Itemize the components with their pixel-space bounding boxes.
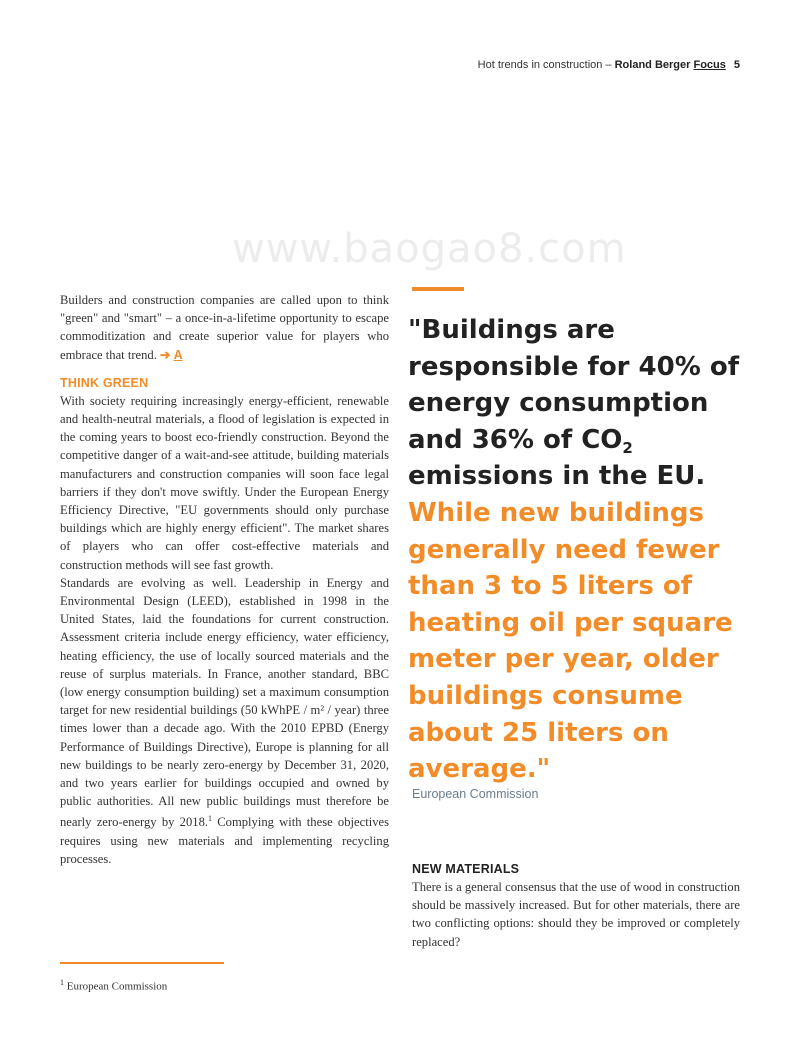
footnote-reference[interactable]: 1 <box>208 814 213 824</box>
intro-text: Builders and construction companies are called upon to think "green" and "smart" – a once-in-a-lifetime opportunity to escape commoditization and create superior value for players who embrace that trend. <box>60 293 389 362</box>
page-header <box>478 59 740 71</box>
right-column <box>412 860 740 951</box>
footnote <box>60 978 167 993</box>
exhibit-link-label: A <box>173 347 183 362</box>
footnote-text: European Commission <box>64 980 168 993</box>
left-column <box>60 291 389 868</box>
page-number: 5 <box>733 59 740 71</box>
header-brand: Roland Berger <box>614 59 694 71</box>
quote-source: European Commission <box>412 787 539 801</box>
watermark: www.baogao8.com <box>232 226 627 272</box>
think-green-paragraph-2 <box>60 574 389 868</box>
paragraph-2-text-a: Standards are evolving as well. Leadership in Energy and Environmental Design (LEED), established in 1998 in the United States, laid the foundations for current construction. Assessment criteria include energy efficiency, water efficiency, heating efficiency, the use of locally sourced materials and the reuse of surplus materials. In France, another standard, BBC (low energy consumption building) set a maximum consumption target for new residential buildings (50 kWhPE / m² / year) three times lower than a decade ago. With the 2010 EPBD (Energy Performance of Buildings Directive), Europe is planning for all new buildings to be nearly zero-energy by December 31, 2020, and two years earlier for buildings occupied and owned by public authorities. All new public buildings must therefore be nearly zero-energy by 2018. <box>60 575 389 830</box>
exhibit-link[interactable] <box>160 348 183 362</box>
quote-divider <box>412 287 464 291</box>
quote-text-black-2: emissions in the EU. <box>408 461 706 492</box>
footnote-mark: 1 <box>60 978 64 987</box>
quote-text-black-1: "Buildings are responsible for 40% of energy consumption and 36% of CO <box>408 315 740 455</box>
think-green-paragraph-1: With society requiring increasingly energy-efficient, renewable and health-neutral materials, a flood of legislation is expected in the coming years to boost eco-friendly construction. Beyond the competitive danger of a wait-and-see attitude, building materials manufacturers and construction companies will soon face legal barriers if they don't move swiftly. Under the European Energy Efficiency Directive, "EU governments should only purchase buildings which are highly energy efficient". The market shares of players who can offer cost-effective materials and construction methods will see fast growth. <box>60 393 389 572</box>
footnote-divider <box>60 962 224 964</box>
new-materials-paragraph: There is a general consensus that the use of wood in construction should be massively increased. But for other materials, there are two conflicting options: should they be improved or completely replaced? <box>412 880 740 949</box>
header-focus: Focus <box>693 59 726 71</box>
think-green-heading: THINK GREEN <box>60 375 149 390</box>
arrow-right-icon: ➔ <box>160 347 174 362</box>
intro-paragraph <box>60 291 389 364</box>
quote-text-orange: While new buildings generally need fewer than 3 to 5 liters of heating oil per square meter per year, older buildings consume about 25 liters on average." <box>408 497 733 785</box>
header-title: Hot trends in construction – <box>477 59 615 71</box>
paragraph-2-text-b: Complying with these objectives requires using new materials and implementing recycling processes. <box>60 815 389 867</box>
pull-quote <box>408 312 750 788</box>
new-materials-heading: NEW MATERIALS <box>412 862 520 876</box>
quote-subscript: 2 <box>622 438 633 457</box>
